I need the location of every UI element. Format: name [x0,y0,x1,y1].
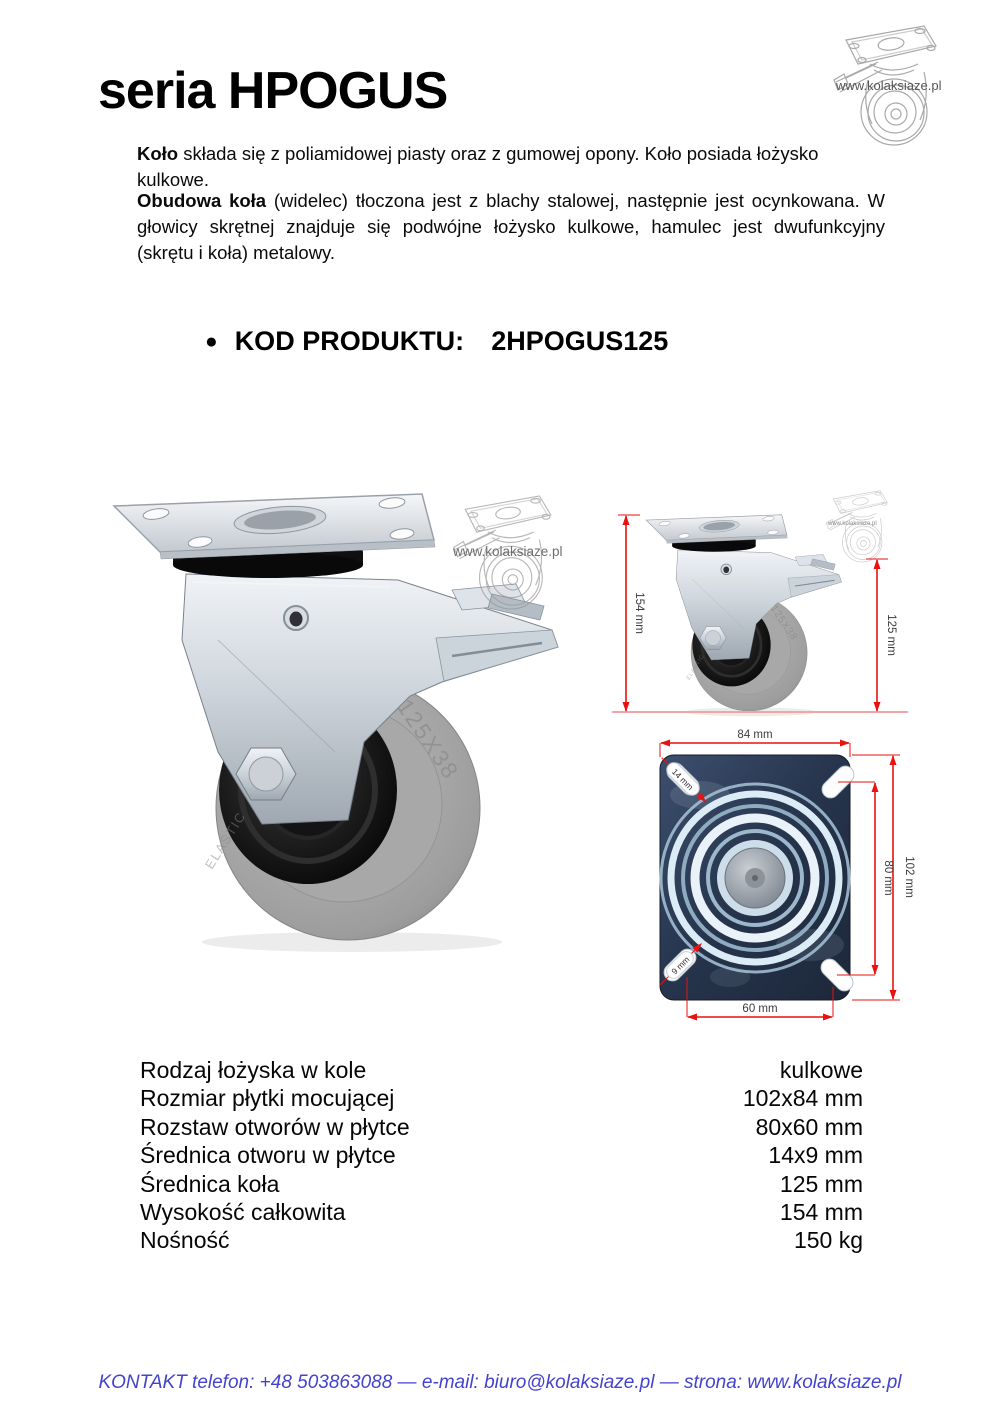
spec-value: 125 mm [779,1170,863,1197]
total-height-dim-label: 154 mm [633,592,645,634]
logo-url-text: www.kolaksiaze.pl [836,78,942,93]
spec-value: 150 kg [793,1227,863,1254]
spec-label: Średnica koła [140,1170,280,1197]
intro-paragraph-2 [137,188,885,266]
spec-value: 80x60 mm [755,1113,863,1140]
product-code-label: KOD PRODUKTU: [234,326,465,356]
spec-label: Rozstaw otworów w płytce [140,1113,410,1140]
bullet-icon: ● [205,330,218,353]
spec-value: 154 mm [779,1199,863,1226]
spec-row [140,1113,863,1141]
spec-label: Rozmiar płytki mocującej [140,1085,395,1112]
main-product-photo [100,480,600,970]
spec-value: 14x9 mm [768,1142,863,1169]
paragraph-lead: Koło [137,143,179,164]
spec-label: Wysokość całkowita [140,1199,346,1226]
plate-height-dim-label: 102 mm [903,856,915,898]
hole-size-2-label: 9 mm [669,954,692,977]
top-view-diagram [640,715,920,1045]
spec-row [140,1056,863,1084]
company-logo [824,18,959,153]
spec-row [140,1170,863,1198]
spec-row [140,1141,863,1169]
intro-paragraph-1 [137,141,885,193]
spec-table [140,1056,863,1255]
paragraph-text: składa się z poliamidowej piasty oraz z gumowej opony. Koło posiada łożysko kulkowe. [137,143,819,190]
footer-contact: KONTAKT telefon: +48 503863088 — e-mail: biuro@kolaksiaze.pl — strona: www.kolaksiaze.pl [98,1372,902,1393]
paragraph-text: (widelec) tłoczona jest z blachy stalowej, następnie jest ocynkowana. W głowicy skrętnej znajduje się podwójne łożysko kulkowe, hamulec jest dwufunkcyjny (skrętu i koła) metalowy. [137,190,885,263]
paragraph-lead: Obudowa koła [137,190,267,211]
photo-watermark-text: www.kolaksiaze.pl [453,544,563,559]
hole-spacing-v-dim-label: 80 mm [882,860,894,896]
product-code-line [205,326,668,357]
spec-value: 102x84 mm [742,1085,863,1112]
spec-row [140,1084,863,1112]
product-code-value: 2HPOGUS125 [491,326,669,356]
spec-label: Rodzaj łożyska w kole [140,1057,367,1083]
page-title: seria HPOGUS [98,62,448,120]
side-view-diagram [600,475,920,730]
spec-row [140,1198,863,1226]
hole-size-1-label: 14 mm [669,766,696,793]
wheel-diameter-dim-label: 125 mm [885,614,897,656]
plate-width-dim-label: 84 mm [737,729,773,741]
spec-row [140,1226,863,1254]
spec-label: Nośność [140,1227,230,1254]
side-view-watermark-text: www.kolaksiaze.pl [828,521,877,527]
spec-value: kulkowe [779,1057,863,1083]
hole-spacing-h-dim-label: 60 mm [742,1003,778,1015]
spec-label: Średnica otworu w płytce [140,1142,396,1169]
